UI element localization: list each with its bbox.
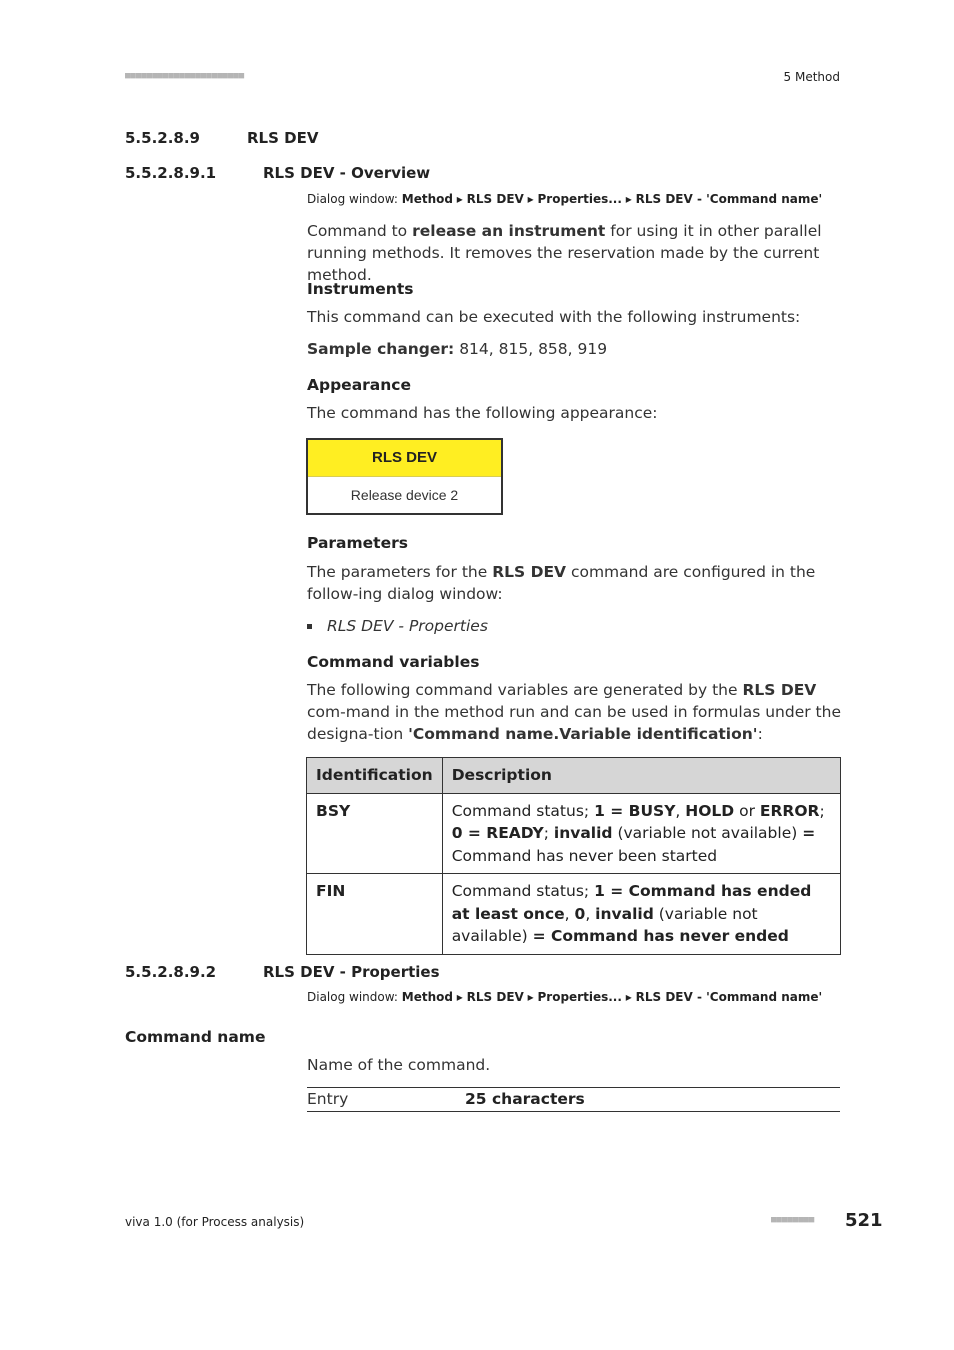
command-block xyxy=(306,438,503,515)
instruments-list xyxy=(307,338,842,360)
command-variables-heading: Command variables xyxy=(307,653,480,671)
triangle-right-icon: ▸ xyxy=(527,192,534,206)
triangle-right-icon: ▸ xyxy=(527,990,534,1004)
instruments-value: 814, 815, 858, 919 xyxy=(454,340,608,358)
command-name-heading: Command name xyxy=(125,1028,266,1046)
chapter-label: 5 Method xyxy=(783,70,840,84)
dialog-path xyxy=(307,192,822,206)
parameters-paragraph xyxy=(307,561,842,605)
table-cell-description: Command status; 1 = Command has ended at least once, 0, invalid (variable not available) = Command has never ended xyxy=(442,874,840,955)
subsection-title: RLS DEV - Overview xyxy=(263,164,431,182)
page-number: 521 xyxy=(845,1210,883,1231)
bullet-text: RLS DEV - Properties xyxy=(327,617,488,635)
appearance-text: The command has the following appearance: xyxy=(307,404,658,422)
intro-bold: release an instrument xyxy=(412,222,606,240)
appearance-heading: Appearance xyxy=(307,376,411,394)
path-item: RLS DEV - 'Command name' xyxy=(635,990,823,1004)
command-variables-paragraph xyxy=(307,679,842,745)
path-item: Properties... xyxy=(537,192,622,206)
section-title: RLS DEV xyxy=(247,129,319,147)
variables-table xyxy=(306,757,841,955)
table-row xyxy=(307,793,841,874)
table-header: Identification xyxy=(307,758,443,794)
table-header-row xyxy=(307,758,841,794)
intro-text: Command to xyxy=(307,222,413,240)
table-cell-id: BSY xyxy=(307,793,443,874)
triangle-right-icon: ▸ xyxy=(456,990,463,1004)
bullet-square-icon xyxy=(307,624,312,629)
footer-product: viva 1.0 (for Process analysis) xyxy=(125,1215,305,1229)
parameters-text: command are configured in the follow-ing dialog window: xyxy=(307,563,816,603)
instruments-label: Sample changer: xyxy=(307,340,455,358)
path-item: RLS DEV xyxy=(466,990,524,1004)
dialog-path xyxy=(307,990,822,1004)
parameters-bullet xyxy=(307,615,842,637)
path-prefix: Dialog window: xyxy=(307,990,402,1004)
instruments-heading: Instruments xyxy=(307,280,414,298)
table-cell-description: Command status; 1 = BUSY, HOLD or ERROR; 0 = READY; invalid (variable not available) = Command has never been started xyxy=(442,793,840,874)
entry-label: Entry xyxy=(307,1090,349,1108)
cmdvars-text: The following command variables are generated by the xyxy=(307,681,743,699)
path-item: Method xyxy=(401,192,453,206)
subsection-title: RLS DEV - Properties xyxy=(263,963,440,981)
parameters-bold: RLS DEV xyxy=(492,563,567,581)
command-name-text: Name of the command. xyxy=(307,1056,491,1074)
path-item: RLS DEV xyxy=(466,192,524,206)
cmdvars-bold: 'Command name.Variable identification' xyxy=(408,725,758,743)
footer-decoration: ■■■■■■■■ xyxy=(771,1215,815,1225)
path-item: RLS DEV - 'Command name' xyxy=(635,192,823,206)
path-item: Method xyxy=(401,990,453,1004)
triangle-right-icon: ▸ xyxy=(625,192,632,206)
command-block-subtitle: Release device 2 xyxy=(350,487,459,503)
intro-paragraph xyxy=(307,220,842,286)
table-cell-id: FIN xyxy=(307,874,443,955)
header-decoration: ■■■■■■■■■■■■■■■■■■■■■■ xyxy=(125,71,245,81)
cmdvars-bold: RLS DEV xyxy=(742,681,817,699)
parameters-text: The parameters for the xyxy=(307,563,493,581)
cmdvars-text: com-mand in the method run and can be used in formulas under the designa-tion xyxy=(307,703,841,743)
subsection-number: 5.5.2.8.9.1 xyxy=(125,164,217,182)
triangle-right-icon: ▸ xyxy=(625,990,632,1004)
command-block-title: RLS DEV xyxy=(308,440,501,477)
subsection-number: 5.5.2.8.9.2 xyxy=(125,963,217,981)
parameters-heading: Parameters xyxy=(307,534,408,552)
path-prefix: Dialog window: xyxy=(307,192,402,206)
entry-row xyxy=(307,1087,840,1112)
entry-value: 25 characters xyxy=(465,1090,585,1108)
table-header: Description xyxy=(442,758,840,794)
triangle-right-icon: ▸ xyxy=(456,192,463,206)
instruments-text: This command can be executed with the following instruments: xyxy=(307,308,801,326)
intro-text: for using it in other parallel running methods. It removes the reservation made by the current method. xyxy=(307,222,822,284)
table-row xyxy=(307,874,841,955)
path-item: Properties... xyxy=(537,990,622,1004)
cmdvars-text: : xyxy=(757,725,763,743)
section-number: 5.5.2.8.9 xyxy=(125,129,200,147)
